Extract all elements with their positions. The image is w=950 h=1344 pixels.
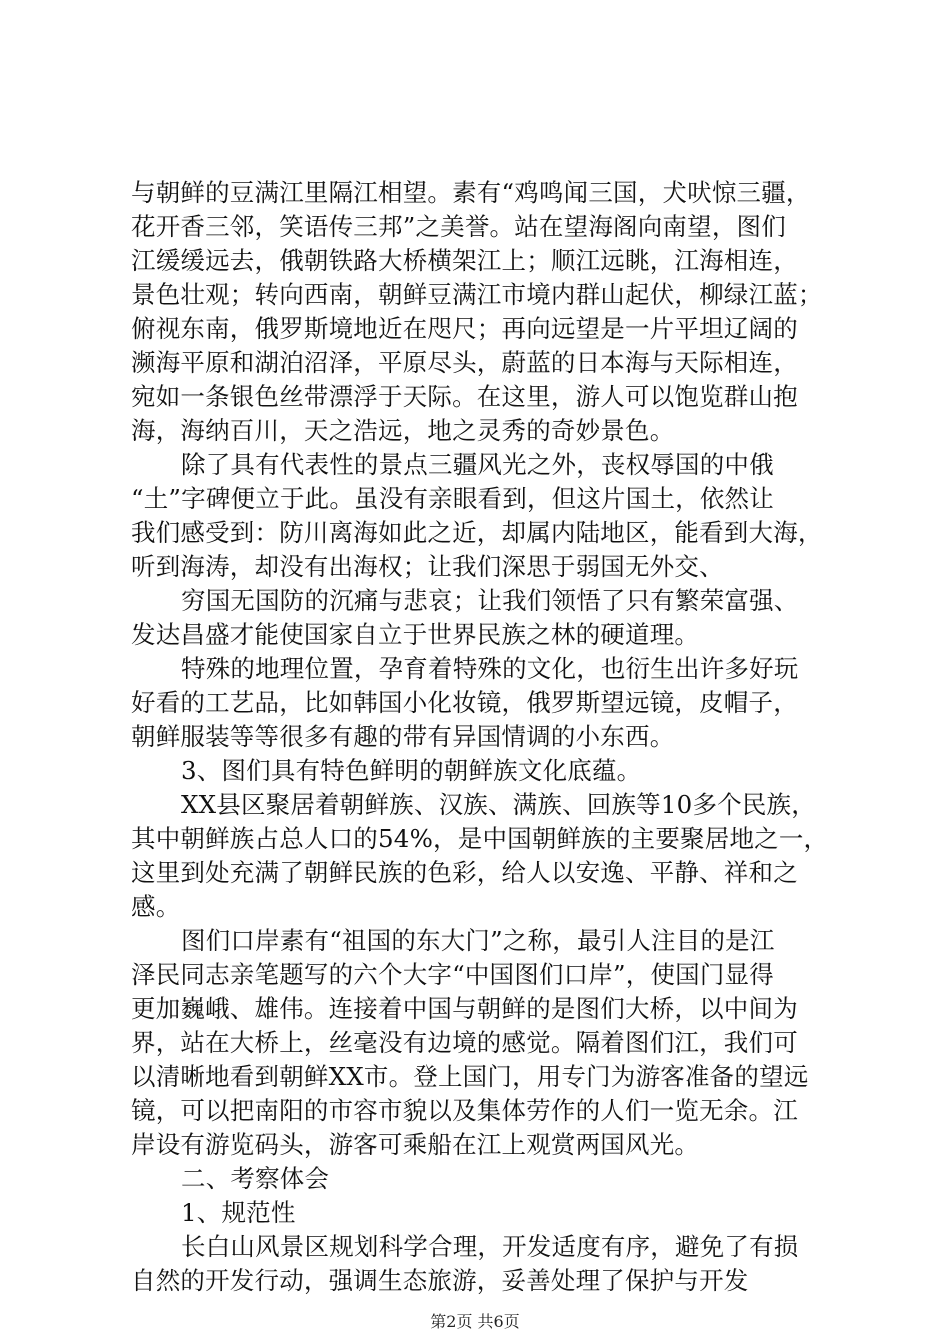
- paragraph-start-line: 穷国无国防的沉痛与悲哀；让我们领悟了只有繁荣富强、: [181, 586, 799, 615]
- text-line: 自然的开发行动，强调生态旅游，妥善处理了保护与开发: [131, 1266, 749, 1295]
- text-line: 朝鲜服装等等很多有趣的带有异国情调的小东西。: [131, 722, 675, 751]
- text-line: 感。: [131, 892, 181, 921]
- text-line: 岸设有游览码头，游客可乘船在江上观赏两国风光。: [131, 1130, 700, 1159]
- text-line: 其中朝鲜族占总人口的54%，是中国朝鲜族的主要聚居地之一，: [131, 824, 829, 853]
- text-line: 我们感受到：防川离海如此之近，却属内陆地区，能看到大海，: [131, 518, 823, 547]
- section-heading: 二、考察体会: [181, 1164, 330, 1193]
- text-line: 海，海纳百川，天之浩远，地之灵秀的奇妙景色。: [131, 416, 675, 445]
- subsection-heading: 1、规范性: [181, 1198, 296, 1227]
- paragraph-start-line: 图们口岸素有“祖国的东大门”之称，最引人注目的是江: [181, 926, 775, 955]
- text-line: 俯视东南，俄罗斯境地近在咫尺；再向远望是一片平坦辽阔的: [131, 314, 798, 343]
- text-line: 景色壮观；转向西南，朝鲜豆满江市境内群山起伏，柳绿江蓝；: [131, 280, 823, 309]
- paragraph-start-line: 除了具有代表性的景点三疆风光之外，丧权辱国的中俄: [181, 450, 774, 479]
- text-line: 更加巍峨、雄伟。连接着中国与朝鲜的是图们大桥，以中间为: [131, 994, 798, 1023]
- text-line: 镜，可以把南阳的市容市貌以及集体劳作的人们一览无余。江: [131, 1096, 798, 1125]
- text-line: 江缓缓远去，俄朝铁路大桥横架江上；顺江远眺，江海相连，: [131, 246, 798, 275]
- text-line: 发达昌盛才能使国家自立于世界民族之林的硬道理。: [131, 620, 700, 649]
- text-line: “土”字碑便立于此。虽没有亲眼看到，但这片国土，依然让: [131, 484, 774, 513]
- text-line: 濒海平原和湖泊沼泽，平原尽头，蔚蓝的日本海与天际相连，: [131, 348, 798, 377]
- text-line: 花开香三邻，笑语传三邦”之美誉。站在望海阁向南望，图们: [131, 212, 786, 241]
- paragraph-start-line: XX县区聚居着朝鲜族、汉族、满族、回族等10多个民族，: [181, 790, 816, 819]
- paragraph-start-line: 特殊的地理位置，孕育着特殊的文化，也衍生出许多好玩: [181, 654, 799, 683]
- text-line: 宛如一条银色丝带漂浮于天际。在这里，游人可以饱览群山抱: [131, 382, 798, 411]
- text-line: 听到海涛，却没有出海权；让我们深思于弱国无外交、: [131, 552, 724, 581]
- paragraph-start-line: 长白山风景区规划科学合理，开发适度有序，避免了有损: [181, 1232, 799, 1261]
- text-line: 界，站在大桥上，丝毫没有边境的感觉。隔着图们江，我们可: [131, 1028, 798, 1057]
- text-line: 以清晰地看到朝鲜XX市。登上国门，用专门为游客准备的望远: [131, 1062, 809, 1091]
- text-line: 与朝鲜的豆满江里隔江相望。素有“鸡鸣闻三国，犬吠惊三疆，: [131, 178, 811, 207]
- text-line: 好看的工艺品，比如韩国小化妆镜，俄罗斯望远镜，皮帽子，: [131, 688, 798, 717]
- text-line: 泽民同志亲笔题写的六个大字“中国图们口岸”，使国门显得: [131, 960, 774, 989]
- section-heading: 3、图们具有特色鲜明的朝鲜族文化底蕴。: [181, 756, 642, 785]
- text-line: 这里到处充满了朝鲜民族的色彩，给人以安逸、平静、祥和之: [131, 858, 798, 887]
- page-footer: 第2页 共6页: [430, 1312, 520, 1331]
